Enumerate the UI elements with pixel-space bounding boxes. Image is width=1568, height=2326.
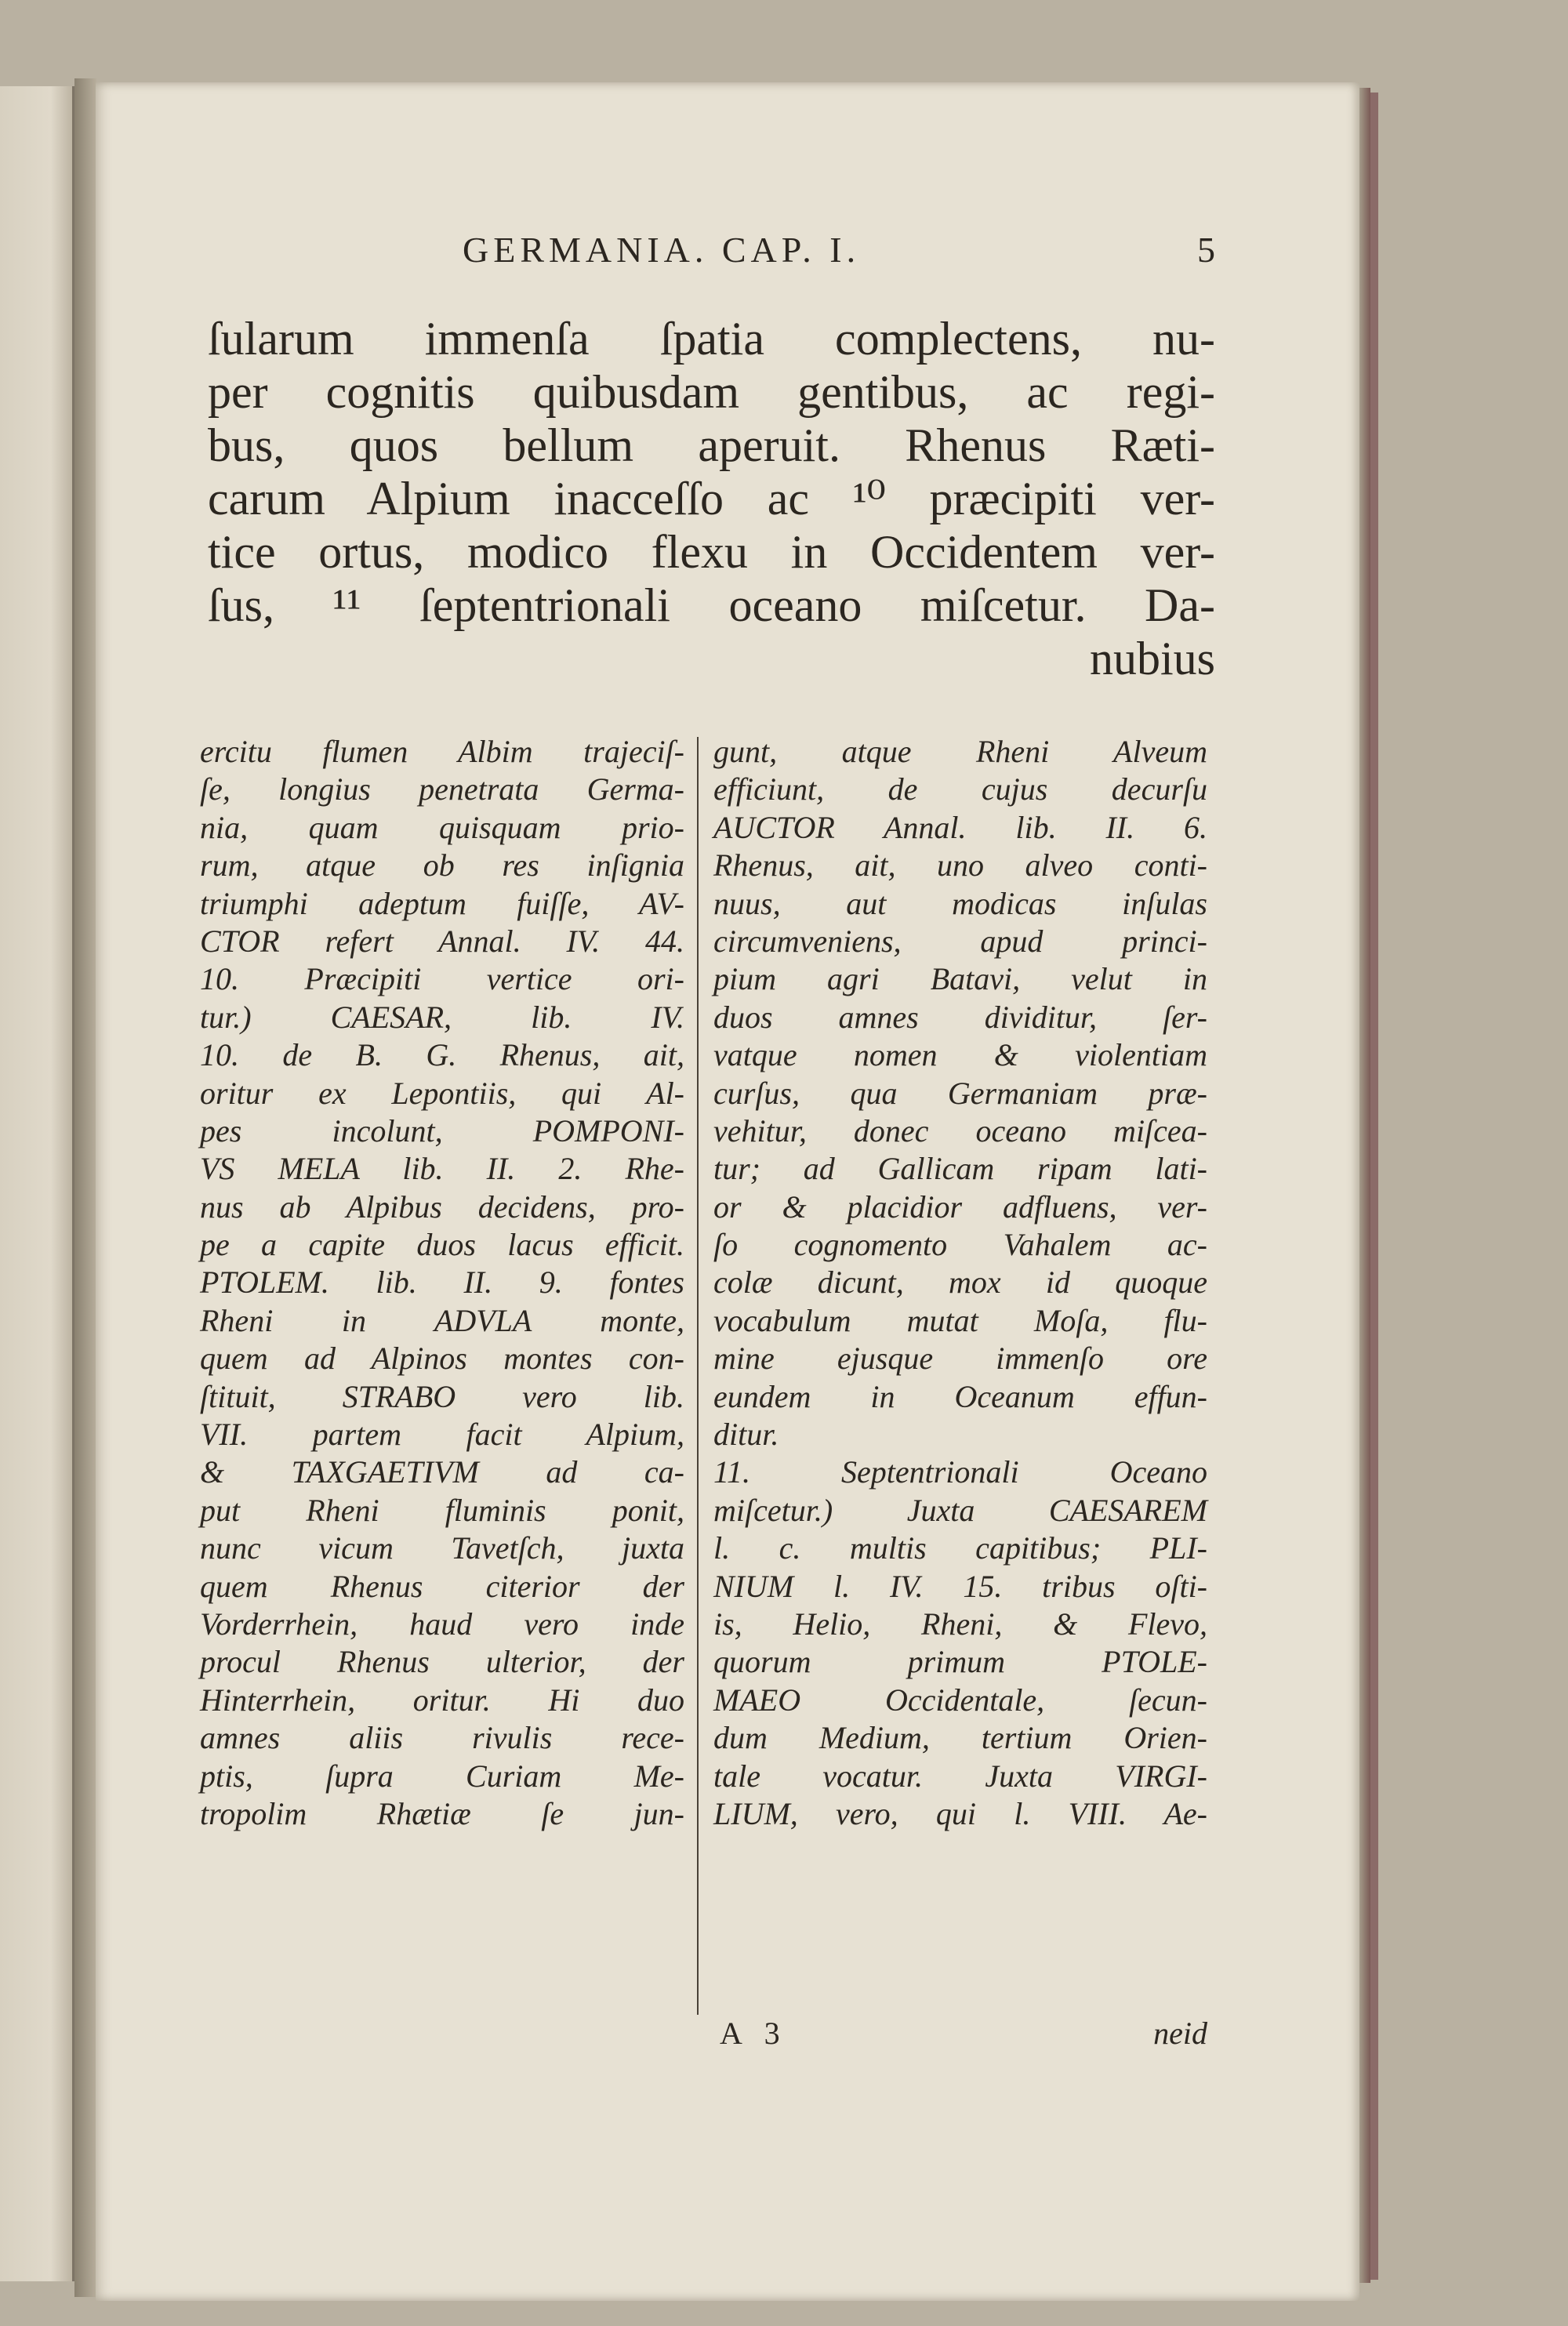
main-text-line: tice ortus, modico flexu in Occidentem ver- xyxy=(208,526,1215,578)
note-line: VS MELA lib. II. 2. Rhe- xyxy=(200,1151,684,1187)
note-line: ſe, longius penetrata Germa- xyxy=(200,771,684,807)
note-line: colæ dicunt, mox id quoque xyxy=(713,1265,1207,1301)
note-line: triumphi adeptum fuiſſe, AV- xyxy=(200,885,684,921)
page-fore-edge xyxy=(1359,88,1370,2283)
note-line: tur.) CAESAR, lib. IV. xyxy=(200,999,684,1035)
page-number: 5 xyxy=(1197,230,1215,270)
note-line: Rheni in ADVLA monte, xyxy=(200,1302,684,1338)
note-line: curſus, qua Germaniam præ- xyxy=(713,1075,1207,1111)
note-line: quorum primum PTOLE- xyxy=(713,1644,1207,1680)
running-header xyxy=(463,229,1215,292)
note-line: Hinterrhein, oritur. Hi duo xyxy=(200,1682,684,1718)
note-line: tur; ad Gallicam ripam lati- xyxy=(713,1151,1207,1187)
note-line: 10. de B. G. Rhenus, ait, xyxy=(200,1037,684,1073)
note-line: pium agri Batavi, velut in xyxy=(713,961,1207,997)
note-line: nia, quam quisquam prio- xyxy=(200,809,684,845)
note-line: quem ad Alpinos montes con- xyxy=(200,1341,684,1377)
note-line: efficiunt, de cujus decurſu xyxy=(713,771,1207,807)
note-line: nuus, aut modicas inſulas xyxy=(713,885,1207,921)
note-line: or & placidior adfluens, ver- xyxy=(713,1188,1207,1225)
running-title: GERMANIA. CAP. I. xyxy=(463,230,861,270)
note-line: quem Rhenus citerior der xyxy=(200,1568,684,1604)
note-line: ditur. xyxy=(713,1417,779,1453)
note-line: circumveniens, apud princi- xyxy=(713,923,1207,959)
note-line: duos amnes dividitur, ſer- xyxy=(713,999,1207,1035)
note-line: tropolim Rhætiæ ſe jun- xyxy=(200,1795,684,1831)
note-line: rum, atque ob res inſignia xyxy=(200,847,684,884)
note-line: MAEO Occidentale, ſecun- xyxy=(713,1682,1207,1718)
note-line: is, Helio, Rheni, & Flevo, xyxy=(713,1606,1207,1642)
book-gutter xyxy=(74,78,96,2297)
note-line: nunc vicum Tavetſch, juxta xyxy=(200,1530,684,1566)
note-line: Vorderrhein, haud vero inde xyxy=(200,1606,684,1642)
note-line: dum Medium, tertium Orien- xyxy=(713,1720,1207,1756)
note-line: miſcetur.) Juxta CAESAREM xyxy=(713,1492,1207,1528)
note-line: VII. partem facit Alpium, xyxy=(200,1417,684,1453)
signature-mark: A 3 xyxy=(720,2016,788,2051)
note-line: oritur ex Lepontiis, qui Al- xyxy=(200,1075,684,1111)
note-line: & TAXGAETIVM ad ca- xyxy=(200,1454,684,1490)
note-line: amnes aliis rivulis rece- xyxy=(200,1720,684,1756)
note-line: PTOLEM. lib. II. 9. fontes xyxy=(200,1265,684,1301)
note-line: l. c. multis capitibus; PLI- xyxy=(713,1530,1207,1566)
note-line: put Rheni fluminis ponit, xyxy=(200,1492,684,1528)
note-line: ercitu flumen Albim trajeciſ- xyxy=(200,734,684,769)
main-text-line: ſus, ¹¹ ſeptentrionali oceano miſcetur. Da- xyxy=(208,579,1215,631)
note-line: mine ejusque immenſo ore xyxy=(713,1341,1207,1377)
note-line: LIUM, vero, qui l. VIII. Ae- xyxy=(713,1795,1207,1831)
note-line: gunt, atque Rheni Alveum xyxy=(713,734,1207,769)
note-line: procul Rhenus ulterior, der xyxy=(200,1644,684,1680)
note-line: vehitur, donec oceano miſcea- xyxy=(713,1112,1207,1148)
catchword: neid xyxy=(1153,2016,1207,2051)
column-rule xyxy=(697,737,699,2015)
note-line: ptis, ſupra Curiam Me- xyxy=(200,1758,684,1794)
page-fore-edge-red xyxy=(1370,93,1378,2280)
note-line: ſtituit, STRABO vero lib. xyxy=(200,1378,684,1414)
note-line: vatque nomen & violentiam xyxy=(713,1037,1207,1073)
note-line: nus ab Alpibus decidens, pro- xyxy=(200,1188,684,1225)
note-line: ſo cognomento Vahalem ac- xyxy=(713,1227,1207,1263)
main-text-line: nubius xyxy=(1089,633,1215,684)
note-line: pe a capite duos lacus efficit. xyxy=(200,1227,684,1263)
note-line: CTOR refert Annal. IV. 44. xyxy=(200,923,684,959)
main-text-block xyxy=(208,312,1215,685)
notes-right-column xyxy=(713,733,1207,1833)
main-text-line: carum Alpium inacceſſo ac ¹⁰ præcipiti ver- xyxy=(208,473,1215,524)
note-line: vocabulum mutat Moſa, flu- xyxy=(713,1302,1207,1338)
note-line: eundem in Oceanum effun- xyxy=(713,1378,1207,1414)
facing-page-edge xyxy=(0,86,74,2281)
note-line: NIUM l. IV. 15. tribus oſti- xyxy=(713,1568,1207,1604)
main-text-line: ſularum immenſa ſpatia complectens, nu- xyxy=(208,313,1215,365)
note-line: pes incolunt, POMPONI- xyxy=(200,1112,684,1148)
notes-left-column xyxy=(200,733,684,1833)
note-line: AUCTOR Annal. lib. II. 6. xyxy=(713,809,1207,845)
note-line: tale vocatur. Juxta VIRGI- xyxy=(713,1758,1207,1794)
main-text-line: bus, quos bellum aperuit. Rhenus Ræti- xyxy=(208,419,1215,471)
note-line: 10. Præcipiti vertice ori- xyxy=(200,961,684,997)
note-line: Rhenus, ait, uno alveo conti- xyxy=(713,847,1207,884)
main-text-line: per cognitis quibusdam gentibus, ac regi- xyxy=(208,366,1215,418)
note-line: 11. Septentrionali Oceano xyxy=(713,1454,1207,1490)
